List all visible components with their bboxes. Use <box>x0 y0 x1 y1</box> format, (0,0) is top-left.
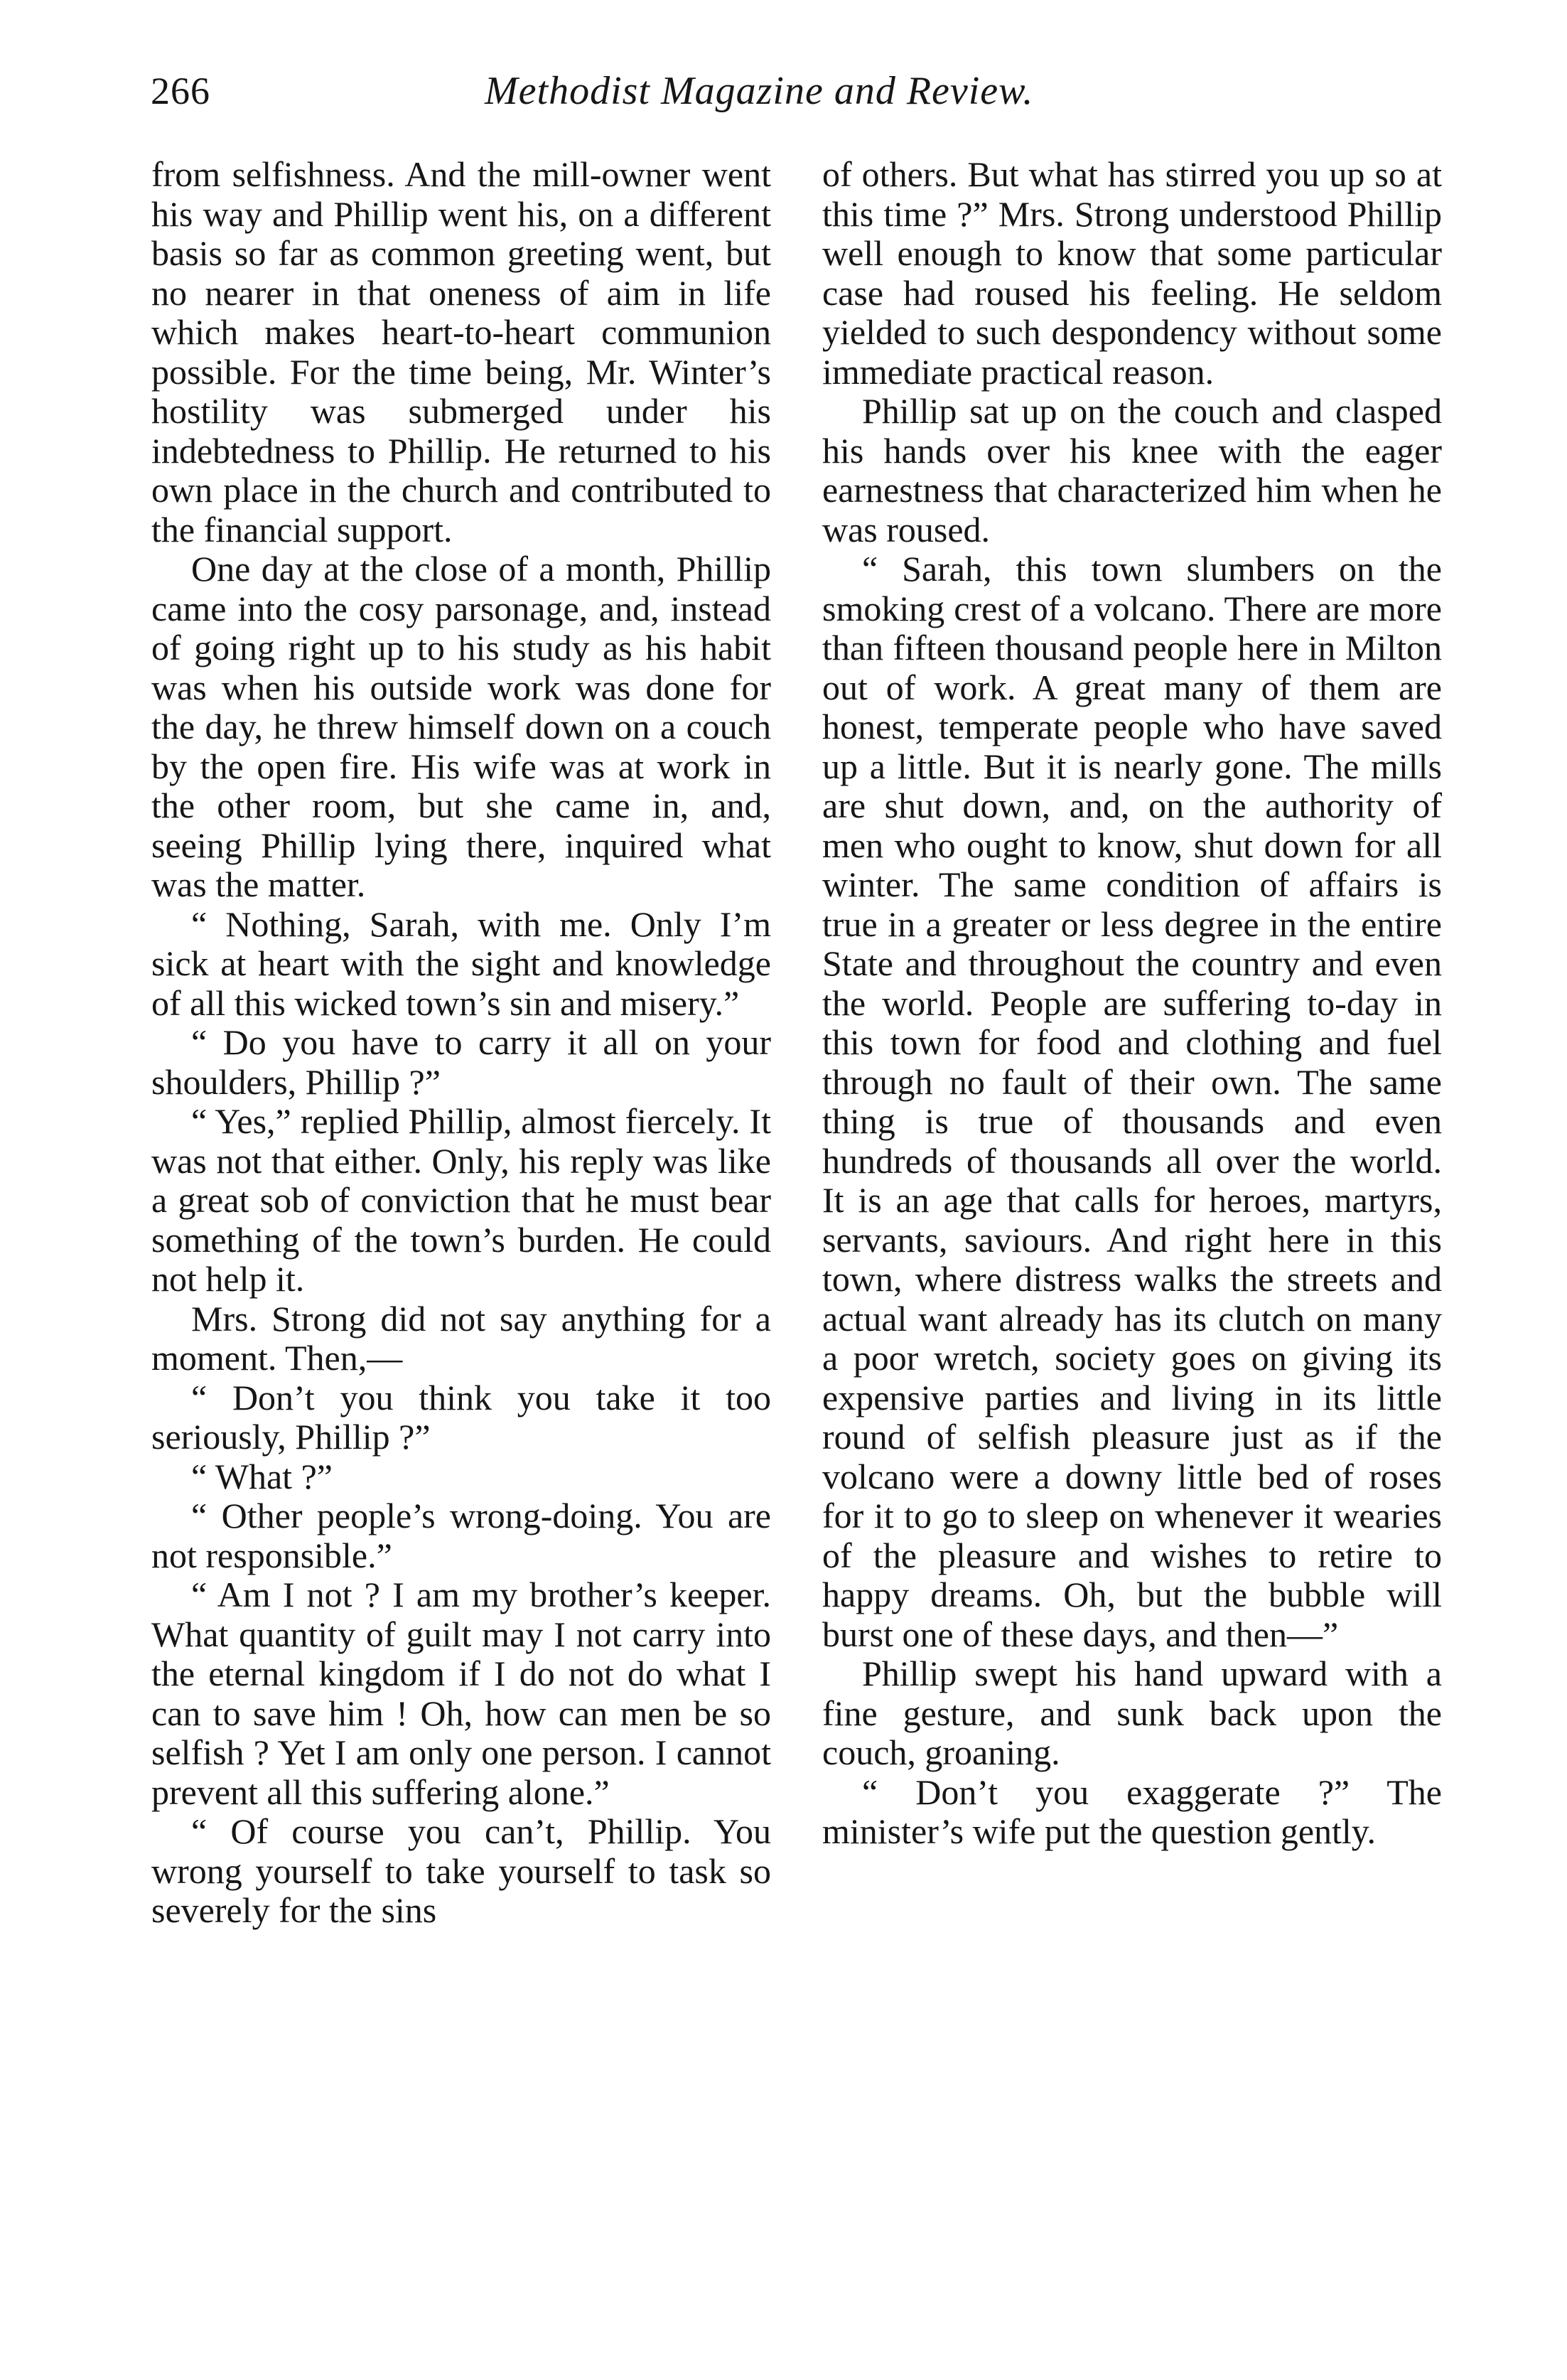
left-column <box>151 155 771 1931</box>
paragraph: “ Do you have to carry it all on your shoulders, Phillip ?” <box>151 1022 771 1102</box>
paragraph: Mrs. Strong did not say anything for a moment. Then,— <box>151 1298 771 1378</box>
paragraph: “ Yes,” replied Phillip, almost fiercely. It was not that either. Only, his reply was like a great sob of conviction that he must bear something of the town’s burden. He could not help it. <box>151 1101 771 1299</box>
paragraph: “ Don’t you exaggerate ?” The minister’s wife put the question gently. <box>822 1771 1442 1851</box>
paragraph: “ Other people’s wrong-doing. You are not responsible.” <box>151 1496 771 1575</box>
paragraph: “ Of course you can’t, Phillip. You wrong yourself to take yourself to task so severely for the sins <box>151 1811 771 1930</box>
running-title: Methodist Magazine and Review. <box>485 69 1034 113</box>
right-column <box>822 155 1442 1852</box>
paragraph: “ Nothing, Sarah, with me. Only I’m sick at heart with the sight and knowledge of all this wicked town’s sin and misery.” <box>151 904 771 1023</box>
paragraph: Phillip swept his hand upward with a fine gesture, and sunk back upon the couch, groaning. <box>822 1653 1442 1772</box>
paragraph: from selfishness. And the mill-owner went his way and Phillip went his, on a different basis so far as common greeting went, but no nearer in that oneness of aim in life which makes heart-to-heart communion possible. For the time being, Mr. Winter’s hostility was submerged under his indebtedness to Phillip. He returned to his own place in the church and contributed to the financial support. <box>151 154 771 550</box>
page-header <box>151 63 1430 119</box>
paragraph: of others. But what has stirred you up so at this time ?” Mrs. Strong understood Phillip well enough to know that some particular case had roused his feeling. He seldom yielded to such despondency without some immediate practical reason. <box>822 154 1442 392</box>
paragraph: Phillip sat up on the couch and clasped his hands over his knee with the eager earnestness that characterized him when he was roused. <box>822 391 1442 550</box>
page-number: 266 <box>151 70 210 112</box>
paragraph: “ Am I not ? I am my brother’s keeper. What quantity of guilt may I not carry into the eternal kingdom if I do not do what I can to save him ! Oh, how can men be so selfish ? Yet I am only one person. I cannot prevent all this suffering alone.” <box>151 1575 771 1812</box>
paragraph: One day at the close of a month, Phillip came into the cosy parsonage, and, instead of going right up to his study as his habit was when his outside work was done for the day, he threw himself down on a couch by the open fire. His wife was at work in the other room, but she came in, and, seeing Phillip lying there, inquired what was the matter. <box>151 549 771 904</box>
paragraph: “ Sarah, this town slumbers on the smoking crest of a volcano. There are more than fifteen thousand people here in Milton out of work. A great many of them are honest, temperate people who have saved up a little. But it is nearly gone. The mills are shut down, and, on the authority of men who ought to know, shut down for all winter. The same condition of affairs is true in a greater or less degree in the entire State and throughout the country and even the world. People are suffering to-day in this town for food and clothing and fuel through no fault of their own. The same thing is true of thousands and even hundreds of thousands all over the world. It is an age that calls for heroes, martyrs, servants, saviours. And right here in this town, where distress walks the streets and actual want already has its clutch on many a poor wretch, society goes on giving its expensive parties and living in its little round of selfish pleasure just as if the volcano were a downy little bed of roses for it to go to sleep on whenever it wearies of the pleasure and wishes to retire to happy dreams. Oh, but the bubble will burst one of these days, and then—” <box>822 549 1442 1654</box>
paragraph: “ Don’t you think you take it too seriously, Phillip ?” <box>151 1377 771 1457</box>
paragraph: “ What ?” <box>191 1456 333 1496</box>
